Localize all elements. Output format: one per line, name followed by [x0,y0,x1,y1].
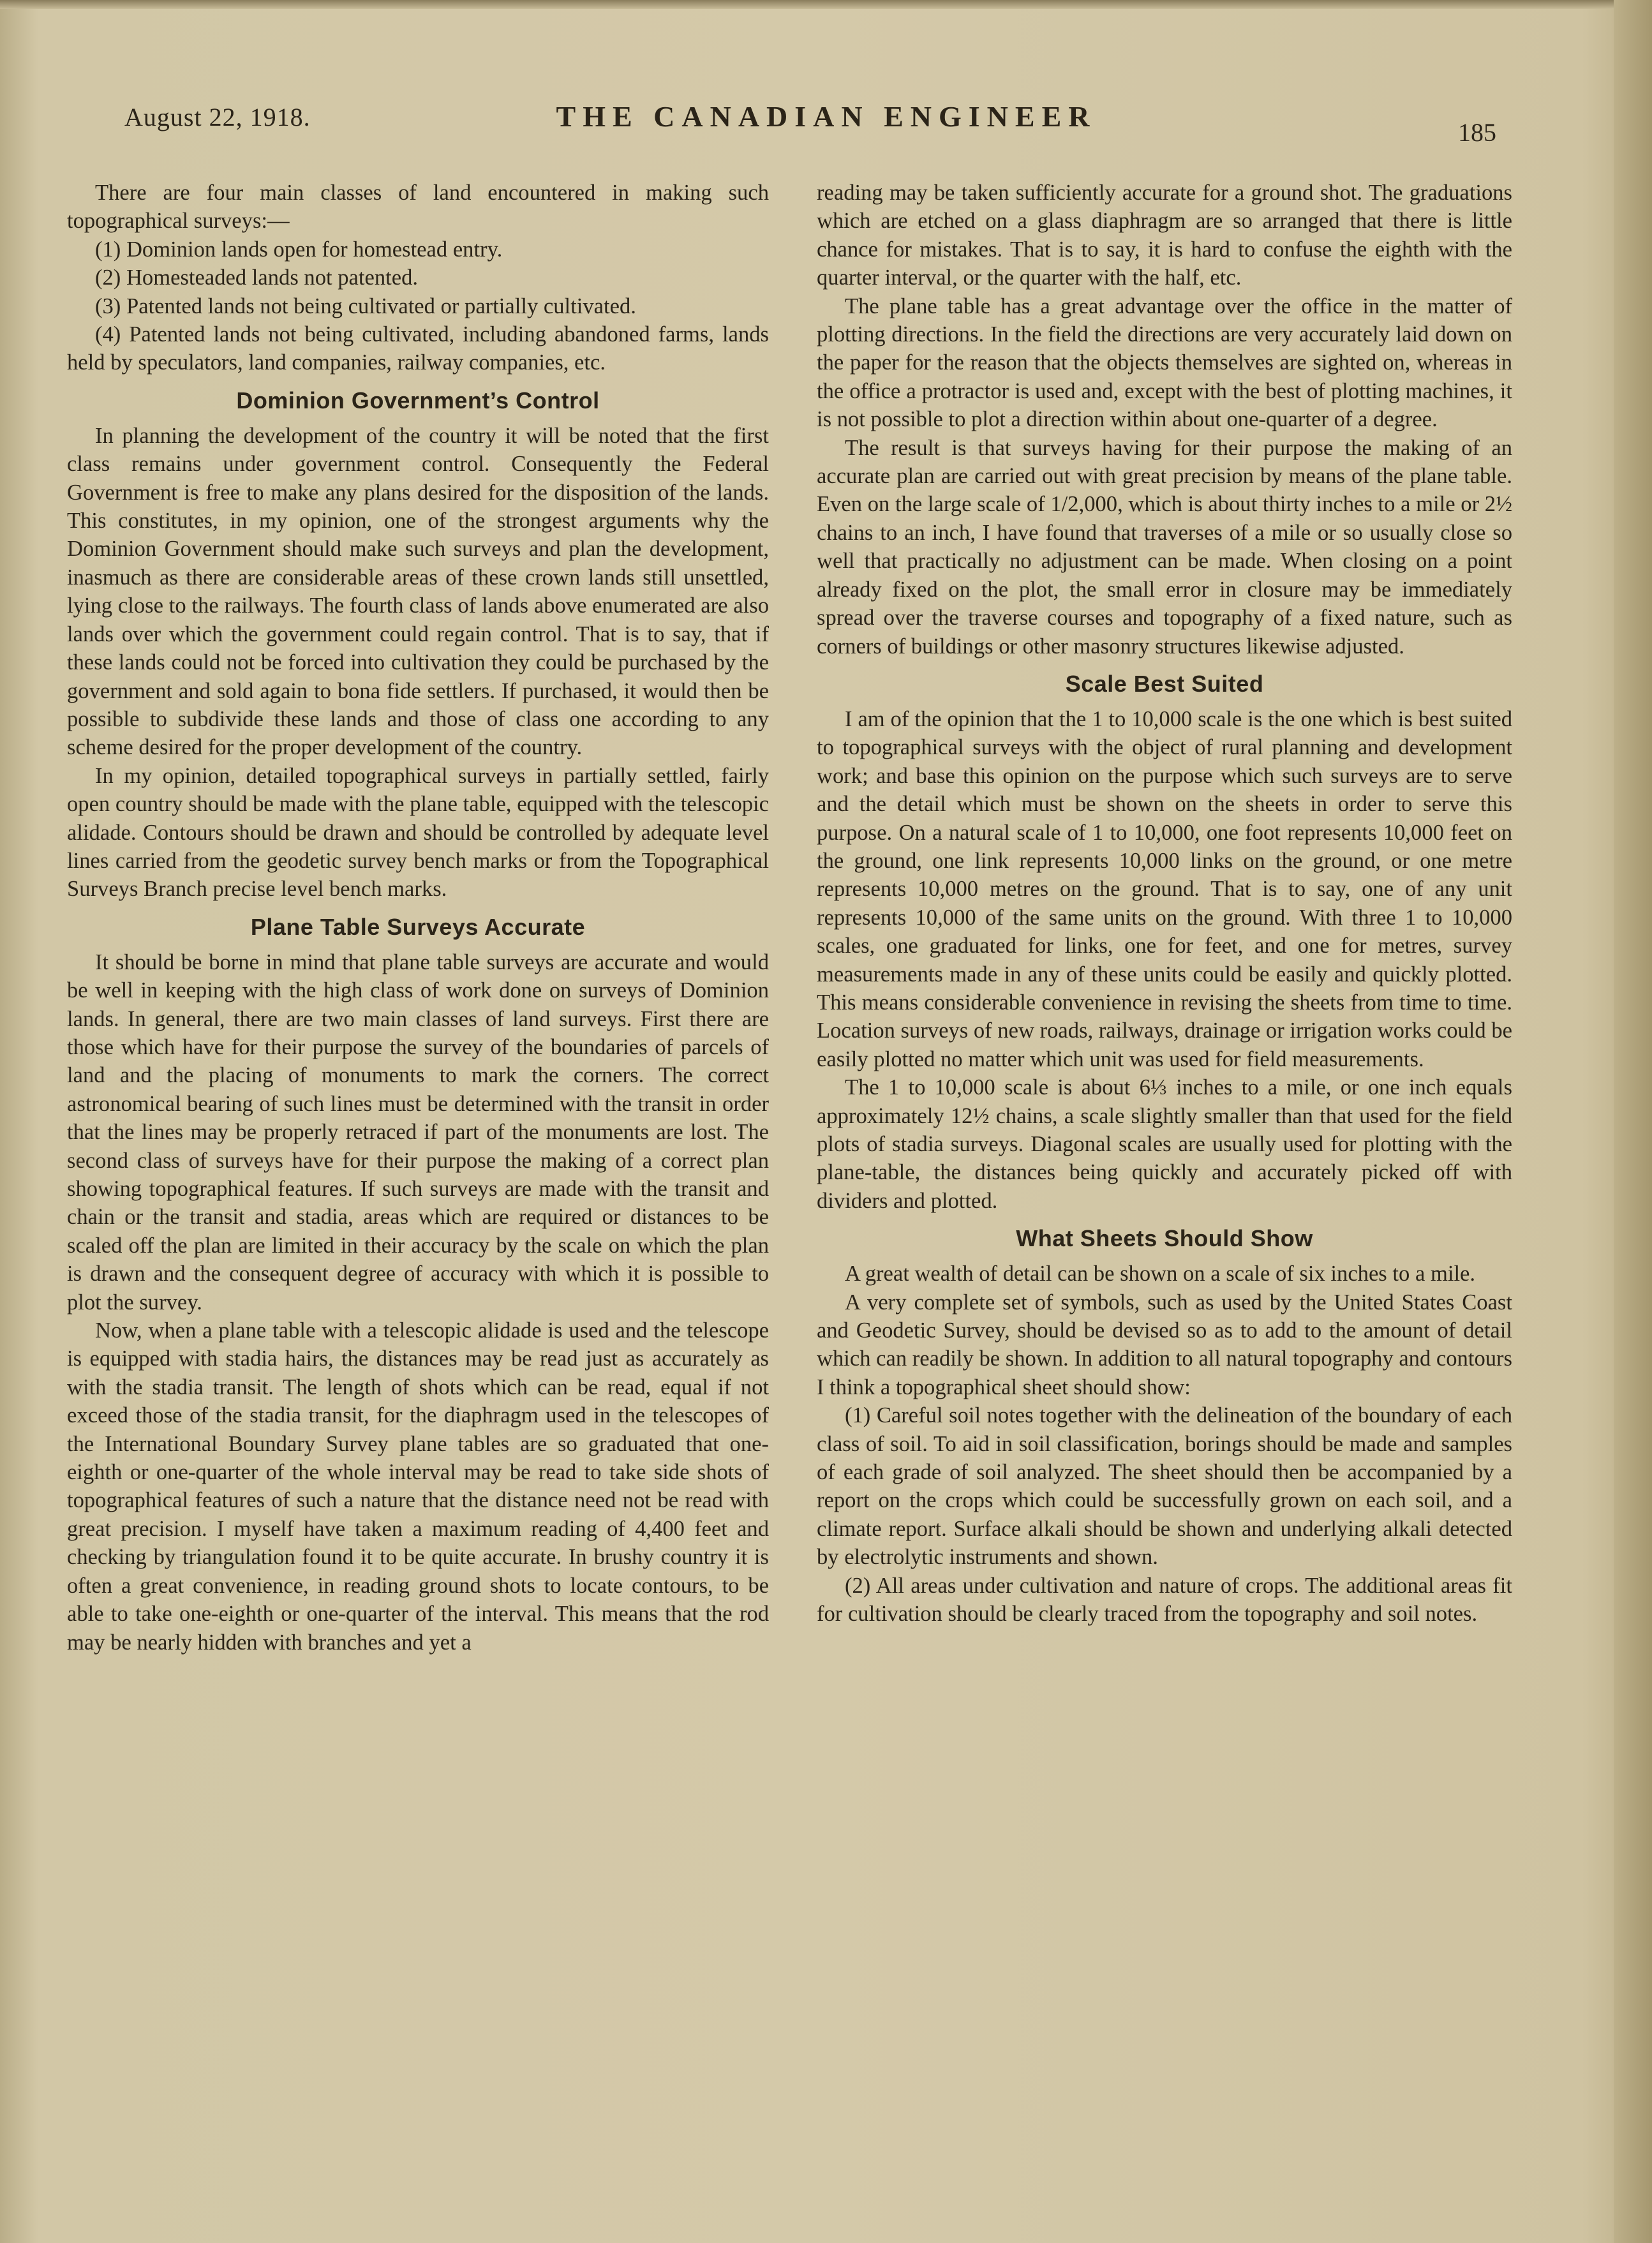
running-header [124,102,1496,153]
page-top-edge [0,0,1652,9]
paragraph: (3) Patented lands not being cultivated or partially cultivated. [95,294,636,318]
paragraph: (2) All areas under cultivation and nature of crops. The additional areas fit for cultivation should be clearly traced from the topography and soil notes. [817,1573,1512,1627]
paragraph: A very complete set of symbols, such as used by the United States Coast and Geodetic Survey, should be devised so as to add to the amount of detail which can readily be shown. In addition to all natural topography and contours I think a topographical sheet should show: [817,1290,1512,1399]
paragraph: A great wealth of detail can be shown on a scale of six inches to a mile. [845,1262,1476,1286]
section-heading: Plane Table Surveys Accurate [250,913,586,940]
paragraph: There are four main classes of land encountered in making such topographical surveys:— [67,181,769,234]
paragraph: (1) Dominion lands open for homestead entry. [95,237,503,262]
section-heading: Scale Best Suited [1065,670,1264,697]
paragraph: The plane table has a great advantage over the office in the matter of plotting directions. In the field the directions are very accurately laid down on the paper for the reason that the objects themselves are sighted on, whereas in the office a protractor is used and, except with the best of plotting machines, it is not possible to plot a direction within about one-quarter of a degree. [817,294,1512,432]
paragraph: Now, when a plane table with a telescopic alidade is used and the telescope is equipped with stadia hairs, the distances may be read just as accurately as with the stadia transit. The length of shots which can be read, equal if not exceed those of the stadia transit, for the diaphragm used in the telescopes of the International Boundary Survey plane tables are so graduated that one-eighth or one-quarter of the whole interval may be read to take side shots of topographical features of such a nature that the distance need not be read with great precision. I myself have taken a maximum reading of 4,400 feet and checking by triangulation found it to be quite accurate. In brushy country it is often a great convenience, in reading ground shots to locate contours, to be able to take one-eighth or one-quarter of the interval. This means that the rod may be nearly hidden with branches and yet a [67,1318,769,1655]
paragraph: I am of the opinion that the 1 to 10,000 scale is the one which is best suited to topographical surveys with the object of rural planning and development work; and base this opinion on the purpose which such surveys are to serve and the detail which must be shown on the sheets in order to serve this purpose. On a natural scale of 1 to 10,000, one foot represents 10,000 feet on the ground, one link represents 10,000 links on the ground, or one metre represents 10,000 metres on the ground. That is to say, one of any unit represents 10,000 of the same units on the ground. With three 1 to 10,000 scales, one graduated for links, one for feet, and one for metres, survey measurements made in any of these units could be easily and quickly plotted. This means considerable convenience in revising the sheets from time to time. Location surveys of new roads, railways, drainage or irrigation works could be easily plotted no matter which unit was used for field measurements. [817,706,1512,1071]
left-column [67,179,769,2144]
paragraph: reading may be taken sufficiently accurate for a ground shot. The graduations which are etched on a glass diaphragm are so arranged that there is little chance for mistakes. That is to say, it is hard to confuse the eighth with the quarter interval, or the quarter with the half, etc. [817,181,1512,290]
section-heading: What Sheets Should Show [1016,1225,1313,1252]
section-heading: Dominion Government’s Control [236,387,600,414]
binding-edge [1614,0,1652,2243]
journal-title: THE CANADIAN ENGINEER [556,100,1097,133]
paragraph: It should be borne in mind that plane table surveys are accurate and would be well in keeping with the high class of work done on surveys of Dominion lands. In general, there are two main classes of land surveys. First there are those which have for their purpose the survey of the boundaries of parcels of land and the placing of monuments to mark the corners. The correct astronomical bearing of such lines must be determined with the transit in order that the lines may be properly retraced if part of the monuments are lost. The second class of surveys have for their purpose the making of a correct plan showing topographical features. If such surveys are made with the transit and chain or the transit and stadia, areas which are required or distances to be scaled off the plan are limited in their accuracy by the scale on which the plan is drawn and the consequent degree of accuracy with which it is possible to plot the survey. [67,950,769,1315]
paragraph: (1) Careful soil notes together with the delineation of the boundary of each class of soil. To aid in soil classification, borings should be made and samples of each grade of soil analyzed. The sheet should then be accompanied by a report on the crops which could be successfully grown on each soil, and a climate report. Surface alkali should be shown and underlying alkali detected by electrolytic instruments and shown. [817,1403,1512,1570]
paragraph: The result is that surveys having for their purpose the making of an accurate plan are carried out with great precision by means of the plane table. Even on the large scale of 1/2,000, which is about thirty inches to a mile or 2½ chains to an inch, I have found that traverses of a mile or so usually close so well that practically no adjustment can be made. When closing on a point already fixed on the plot, the small error in closure may be immediately spread over the traverse courses and topography of a fixed nature, such as corners of buildings or other masonry structures likewise adjusted. [817,435,1512,659]
issue-date: August 22, 1918. [124,103,311,131]
paragraph: (4) Patented lands not being cultivated, including abandoned farms, lands held by speculators, land companies, railway companies, etc. [67,322,769,375]
paragraph: (2) Homesteaded lands not patented. [95,265,419,290]
right-column [817,179,1512,2144]
paragraph: The 1 to 10,000 scale is about 6⅓ inches to a mile, or one inch equals approximately 12½ chains, a scale slightly smaller than that used for the field plots of stadia surveys. Diagonal scales are usually used for plotting with the plane-table, the distances being quickly and accurately picked off with dividers and plotted. [817,1075,1512,1213]
page-number: 185 [1458,118,1496,147]
paragraph: In my opinion, detailed topographical surveys in partially settled, fairly open country should be made with the plane table, equipped with the telescopic alidade. Contours should be drawn and should be controlled by adequate level lines carried from the geodetic survey bench marks or from the Topographical Surveys Branch precise level bench marks. [67,763,769,902]
paragraph: In planning the development of the country it will be noted that the first class remains under government control. Consequently the Federal Government is free to make any plans desired for the disposition of the lands. This constitutes, in my opinion, one of the strongest arguments why the Dominion Government should make such surveys and plan the development, inasmuch as there are considerable areas of these crown lands still unsettled, lying close to the railways. The fourth class of lands above enumerated are also lands over which the government could regain control. That is to say, that if these lands could not be forced into cultivation they could be purchased by the government and sold again to bona fide settlers. If purchased, it would then be possible to subdivide these lands and those of class one according to any scheme desired for the proper development of the country. [67,423,769,760]
